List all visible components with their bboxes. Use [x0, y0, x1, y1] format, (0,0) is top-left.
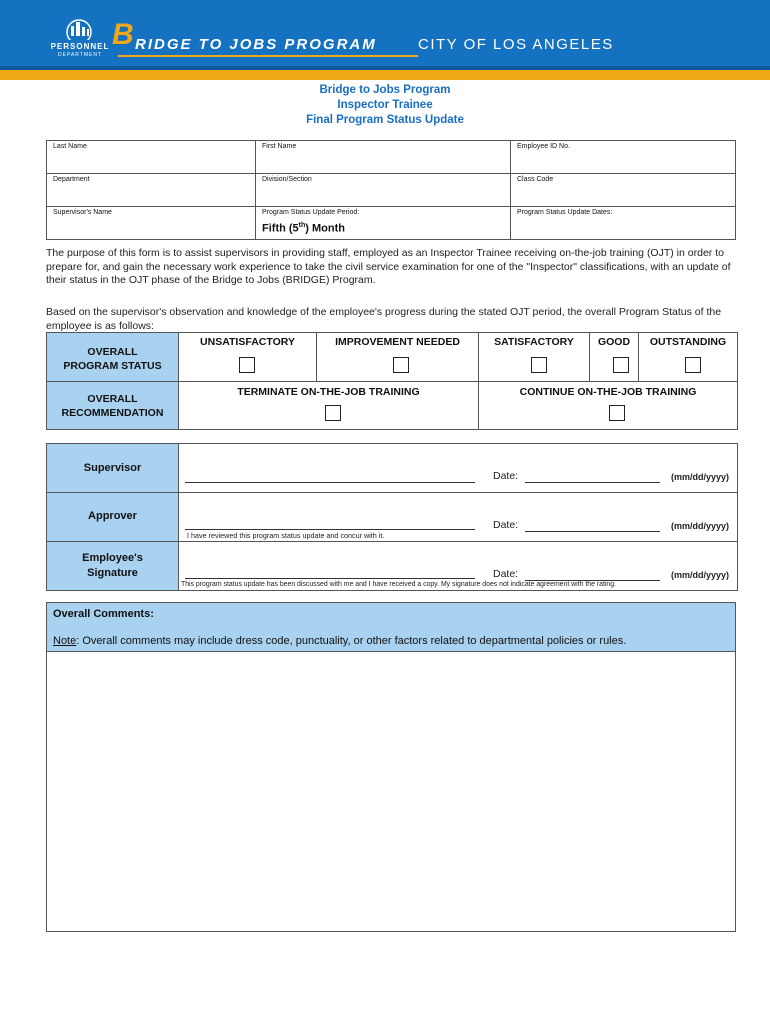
option-good [589, 332, 639, 382]
supervisor-signature-line[interactable] [185, 482, 475, 483]
option-terminate [178, 381, 479, 430]
supervisor-signature-cell[interactable] [178, 443, 738, 493]
update-period-field [256, 207, 511, 240]
program-name: RIDGE TO JOBS PROGRAM [135, 36, 377, 53]
outstanding-checkbox[interactable] [685, 357, 701, 373]
note-label: Note [53, 635, 77, 647]
update-dates-field[interactable] [511, 207, 736, 240]
approver-concur-note: I have reviewed this program status update and concur with it. [187, 531, 385, 540]
option-outstanding-label: OUTSTANDING [649, 336, 727, 348]
comments-title: Overall Comments: [53, 608, 154, 620]
form-title-line1: Bridge to Jobs Program [319, 84, 451, 96]
comments-text-area[interactable] [47, 652, 735, 931]
form-title-block [0, 83, 770, 128]
approver-signature-cell[interactable] [178, 492, 738, 542]
employee-signature-cell[interactable] [178, 541, 738, 591]
option-improvement-needed [316, 332, 479, 382]
note-text: : Overall comments may include dress code, punctuality, or other factors related to departmental policies or rules. [76, 635, 627, 647]
option-good-label: GOOD [597, 336, 631, 348]
employee-date-label: Date: [493, 568, 519, 580]
supervisor-date-line[interactable] [525, 482, 660, 483]
option-unsatisfactory [178, 332, 317, 382]
update-period-value: Fifth (5th) Month [262, 222, 345, 235]
good-checkbox[interactable] [613, 357, 629, 373]
employee-acknowledgement-note: This program status update has been discussed with me and I have received a copy. My signature does not indicate agreement with the rating. [181, 581, 616, 588]
comments-header [47, 603, 735, 652]
city-name: CITY OF LOS ANGELES [418, 36, 614, 53]
department-field[interactable] [47, 174, 256, 207]
option-outstanding [638, 332, 738, 382]
first-name-field[interactable] [256, 141, 511, 174]
header-banner [0, 0, 770, 80]
employee-id-label: Employee ID No. [517, 143, 570, 150]
supervisor-label-cell [46, 443, 179, 493]
option-continue [478, 381, 738, 430]
form-title-line3: Final Program Status Update [306, 114, 464, 126]
unsatisfactory-checkbox[interactable] [239, 357, 255, 373]
comments-note [53, 635, 626, 647]
supervisor-name-field[interactable] [47, 207, 256, 240]
banner-stripe-gold [0, 70, 770, 80]
program-initial: B [112, 18, 134, 51]
approver-date-line[interactable] [525, 531, 660, 532]
recommendation-label: OVERALL RECOMMENDATION [61, 393, 164, 419]
recommendation-label-cell [46, 381, 179, 430]
supervisor-date-label: Date: [493, 470, 519, 482]
employee-date-format: (mm/dd/yyyy) [671, 570, 730, 580]
form-title-line2: Inspector Trainee [337, 99, 433, 111]
first-name-label: First Name [262, 143, 297, 150]
basis-paragraph: Based on the supervisor's observation and knowledge of the employee's progress during the stated OJT period, the overall Program Status of the employee is as follows: [46, 306, 722, 332]
employee-signature-line[interactable] [185, 578, 475, 579]
division-label: Division/Section [262, 176, 312, 183]
option-terminate-label: TERMINATE ON-THE-JOB TRAINING [237, 386, 420, 398]
employee-id-field[interactable] [511, 141, 736, 174]
logo-text-department: DEPARTMENT [58, 52, 102, 58]
approver-label-cell [46, 492, 179, 542]
approver-date-format: (mm/dd/yyyy) [671, 521, 730, 531]
program-status-label-cell [46, 332, 179, 382]
division-field[interactable] [256, 174, 511, 207]
satisfactory-checkbox[interactable] [531, 357, 547, 373]
update-dates-label: Program Status Update Dates: [517, 209, 613, 216]
option-improvement-needed-label: IMPROVEMENT NEEDED [335, 336, 460, 348]
approver-signature-line[interactable] [185, 529, 475, 530]
last-name-field[interactable] [47, 141, 256, 174]
program-status-label: OVERALL PROGRAM STATUS [63, 346, 162, 372]
class-code-field[interactable] [511, 174, 736, 207]
approver-label: Approver [88, 510, 137, 522]
supervisor-date-format: (mm/dd/yyyy) [671, 472, 730, 482]
last-name-label: Last Name [53, 143, 87, 150]
supervisor-name-label: Supervisor's Name [53, 209, 112, 216]
option-satisfactory [478, 332, 590, 382]
option-satisfactory-label: SATISFACTORY [494, 336, 574, 348]
employee-signature-label: Employee's Signature [82, 552, 143, 579]
employee-label-cell [46, 541, 179, 591]
improvement-needed-checkbox[interactable] [393, 357, 409, 373]
class-code-label: Class Code [517, 176, 554, 183]
approver-date-label: Date: [493, 519, 519, 531]
signature-table [46, 443, 738, 591]
employee-info-table [46, 140, 736, 240]
program-underline [118, 55, 418, 57]
purpose-paragraph: The purpose of this form is to assist supervisors in providing staff, employed as an Inspector Trainee receiving on-the-job training (OJT) in order to prepare for, and gain the necessary work experience to take the civil service examination for one of the "Inspector" classifications, with an update of their status in the OJT phase of the Bridge to Jobs (BRIDGE) Program. [46, 247, 731, 286]
overall-comments-box [46, 602, 736, 932]
personnel-department-logo [50, 18, 110, 60]
program-status-table [46, 332, 738, 430]
update-period-label: Program Status Update Period: [262, 209, 360, 216]
supervisor-label: Supervisor [83, 462, 142, 474]
logo-text-personnel: PERSONNEL [50, 42, 110, 51]
department-label: Department [53, 176, 90, 183]
city-skyline-icon [62, 18, 96, 40]
option-continue-label: CONTINUE ON-THE-JOB TRAINING [519, 386, 697, 398]
terminate-checkbox[interactable] [325, 405, 341, 421]
continue-checkbox[interactable] [609, 405, 625, 421]
option-unsatisfactory-label: UNSATISFACTORY [200, 336, 295, 348]
